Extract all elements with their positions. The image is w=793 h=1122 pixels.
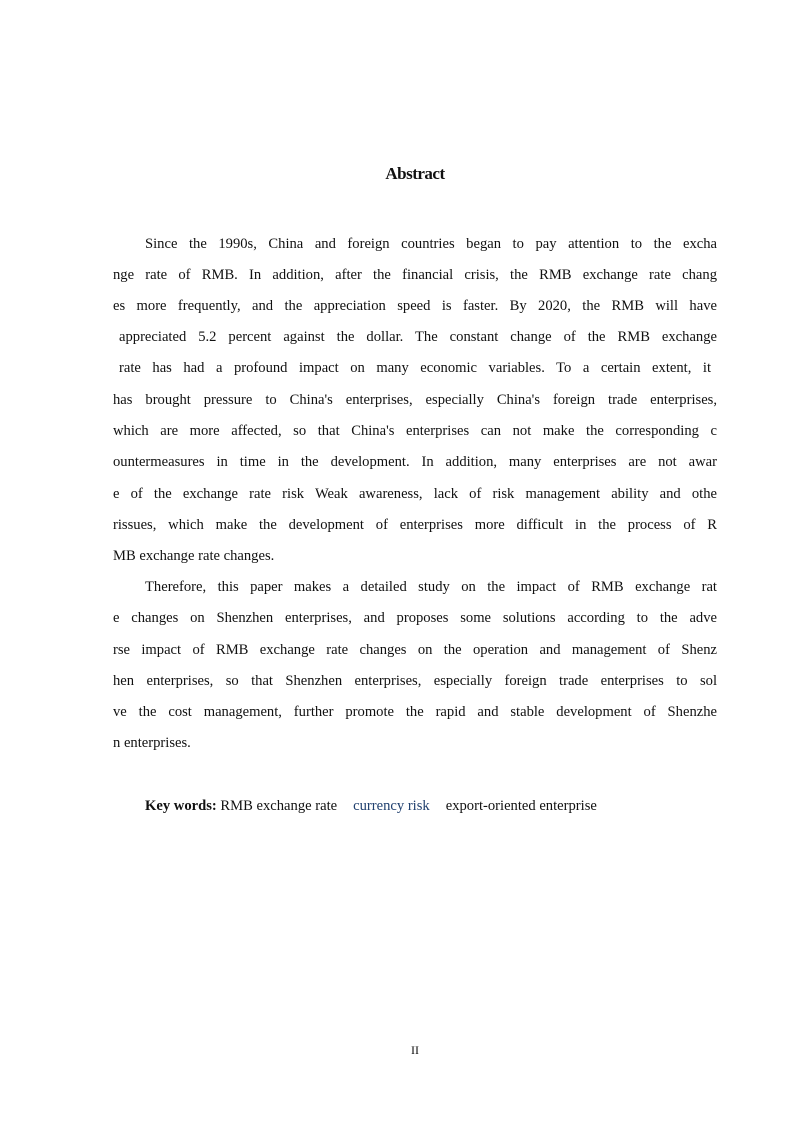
text-line: ve the cost management, further promote the rapid and stable development of Shenzhe [113,704,717,720]
abstract-title: Abstract [385,164,445,183]
keyword-item: currency risk [353,798,430,814]
keyword-item: export-oriented enterprise [445,798,597,814]
keywords-label: Key words: [145,798,217,814]
text-line: rissues, which make the development of enterprises more difficult in the process of R [113,517,717,533]
text-line: ountermeasures in time in the development. In addition, many enterprises are not awar [113,454,717,470]
text-line: n enterprises. [113,735,191,751]
text-line: Therefore, this paper makes a detailed study on the impact of RMB exchange rat [145,579,717,595]
keyword-item: RMB exchange rate [220,798,338,814]
text-line: which are more affected, so that China's enterprises can not make the corresponding c [113,423,717,439]
text-line: e of the exchange rate risk Weak awareness, lack of risk management ability and othe [113,486,717,502]
text-line: rate has had a profound impact on many economic variables. To a certain extent, it [119,360,711,376]
text-line: has brought pressure to China's enterprises, especially China's foreign trade enterprises, [113,392,717,408]
text-line: appreciated 5.2 percent against the dollar. The constant change of the RMB exchange [119,329,717,345]
text-line: rse impact of RMB exchange rate changes on the operation and management of Shenz [113,642,717,658]
text-line: nge rate of RMB. In addition, after the financial crisis, the RMB exchange rate chang [113,267,717,283]
text-line: es more frequently, and the appreciation speed is faster. By 2020, the RMB will have [113,298,717,314]
text-line: hen enterprises, so that Shenzhen enterprises, especially foreign trade enterprises to sol [113,673,717,689]
text-line: Since the 1990s, China and foreign countries began to pay attention to the excha [145,236,717,252]
keywords-line [145,796,597,816]
page-number: II [411,1043,419,1057]
text-line: MB exchange rate changes. [113,548,275,564]
text-line: e changes on Shenzhen enterprises, and proposes some solutions according to the adve [113,610,717,626]
